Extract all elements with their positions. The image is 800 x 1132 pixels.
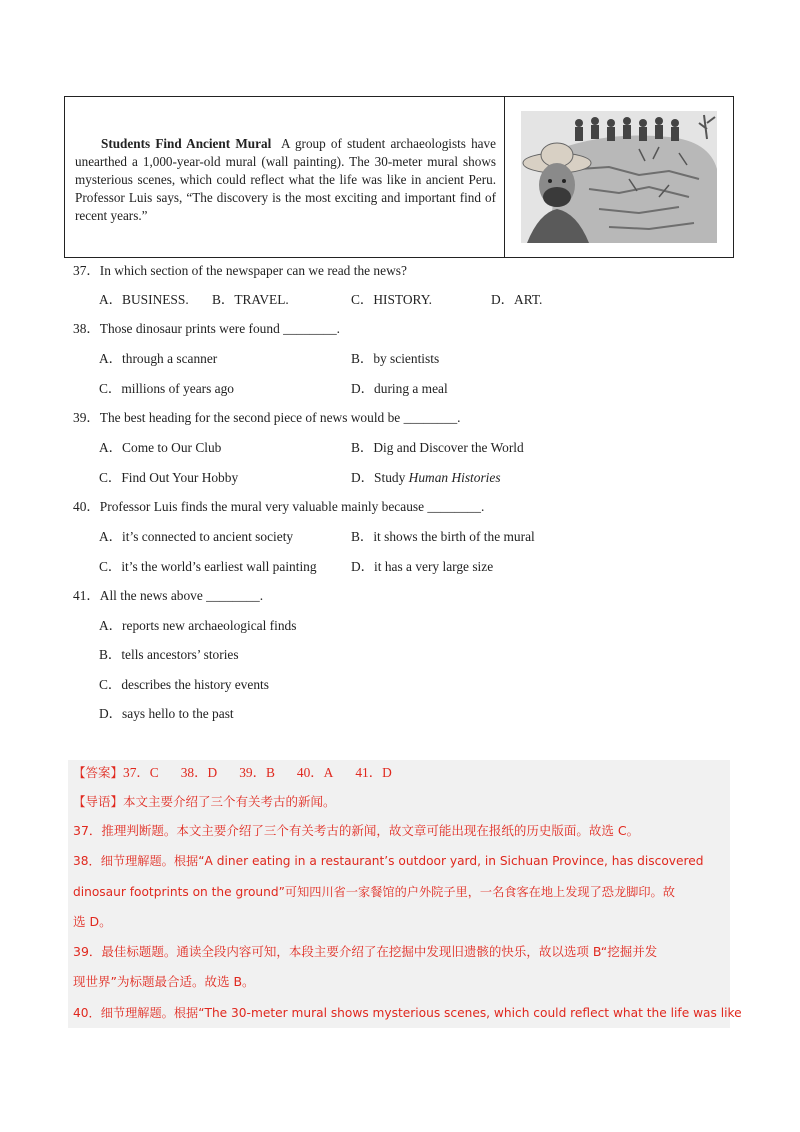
answer-item-38: 38．D <box>180 765 218 780</box>
question-38-stem: 38．Those dinosaur prints were found ________. <box>73 321 341 336</box>
question-39-option-d-prefix: D．Study <box>351 470 409 485</box>
explanation-37: 37．推理判断题。本文主要介绍了三个有关考古的新闻，故文章可能出现在报纸的历史版面。故选 C。 <box>73 823 640 838</box>
question-38-option-a: A．through a scanner <box>99 351 218 366</box>
news-text <box>65 97 505 257</box>
question-41-option-c: C．describes the history events <box>99 677 269 692</box>
question-40-option-b: B．it shows the birth of the mural <box>351 529 535 544</box>
guide-line <box>73 793 336 811</box>
question-39-option-c: C．Find Out Your Hobby <box>99 470 239 485</box>
explanation-39-line-2: 现世界”为标题最合适。故选 B。 <box>73 974 255 989</box>
answer-item-40: 40．A <box>296 765 334 780</box>
guide-text: 本文主要介绍了三个有关考古的新闻。 <box>123 794 336 809</box>
question-39-option-b: B．Dig and Discover the World <box>351 440 524 455</box>
question-40-stem: 40．Professor Luis finds the mural very valuable mainly because ________. <box>73 499 485 514</box>
question-41-option-d: D．says hello to the past <box>99 706 234 721</box>
explanation-38-line-1: 38．细节理解题。根据“A diner eating in a restaurant’s outdoor yard, in Sichuan Province, has discovered <box>73 854 704 868</box>
news-title: Students Find Ancient Mural <box>101 136 272 151</box>
question-39-option-d-italic: Human Histories <box>408 470 501 485</box>
guide-label: 【导语】 <box>73 794 124 809</box>
question-40-option-c: C．it’s the world’s earliest wall painting <box>99 559 317 574</box>
question-40-option-d: D．it has a very large size <box>351 559 494 574</box>
explanation-40-line-1: 40．细节理解题。根据“The 30-meter mural shows mysterious scenes, which could reflect what the life was like <box>73 1006 742 1020</box>
news-photo <box>505 97 733 257</box>
question-37-option-d: D．ART. <box>491 292 543 307</box>
news-box <box>64 96 734 258</box>
archaeologist-photo-icon <box>519 109 719 245</box>
question-38-option-c: C．millions of years ago <box>99 381 235 396</box>
answer-key-line <box>73 764 392 782</box>
question-38-option-d: D．during a meal <box>351 381 448 396</box>
question-38-option-b: B．by scientists <box>351 351 440 366</box>
explanation-39-line-1: 39．最佳标题题。通读全段内容可知，本段主要介绍了在挖掘中发现旧遗骸的快乐，故以选项 B“挖掘并发 <box>73 944 658 959</box>
question-39-stem: 39．The best heading for the second piece of news would be ________. <box>73 410 461 425</box>
answer-label: 【答案】 <box>73 765 124 780</box>
question-37-option-b: B．TRAVEL. <box>212 292 289 307</box>
explanation-38-line-2: dinosaur footprints on the ground”可知四川省一家餐馆的户外院子里，一名食客在地上发现了恐龙脚印。故 <box>73 885 675 899</box>
question-41-option-a: A．reports new archaeological finds <box>99 618 297 633</box>
answer-item-41: 41．D <box>355 765 392 780</box>
explanation-38-line-3: 选 D。 <box>73 914 112 929</box>
question-40-option-a: A．it’s connected to ancient society <box>99 529 294 544</box>
answer-item-37: 37．C <box>123 765 159 780</box>
question-37-option-a: A．BUSINESS. <box>99 292 189 307</box>
question-37-option-c: C．HISTORY. <box>351 292 432 307</box>
question-39-option-d <box>351 469 501 487</box>
question-41-option-b: B．tells ancestors’ stories <box>99 647 239 662</box>
question-37-stem: 37．In which section of the newspaper can we read the news? <box>73 263 407 278</box>
news-body: A group of student archaeologists have unearthed a 1,000-year-old mural (wall painting). The 30-meter mural shows mysterious scenes, which could reflect what the life was like in ancient Peru. Professor Luis says, “The discovery is the most exciting and important find of recent years.” <box>75 136 496 223</box>
question-39-option-a: A．Come to Our Club <box>99 440 222 455</box>
question-41-stem: 41．All the news above ________. <box>73 588 264 603</box>
answer-item-39: 39．B <box>239 765 275 780</box>
